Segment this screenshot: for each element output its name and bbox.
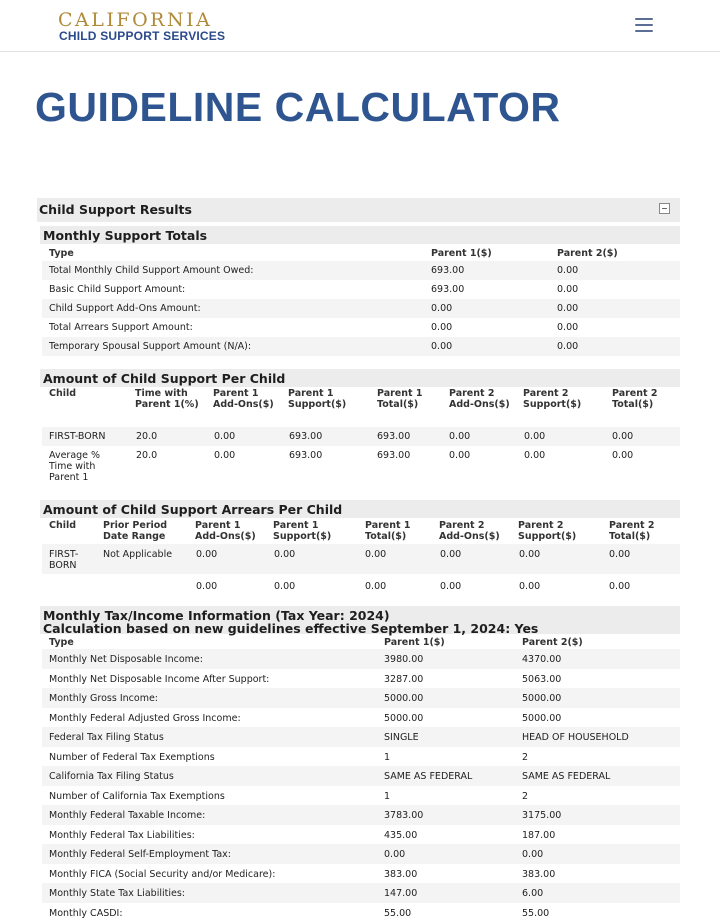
row-p1: 3783.00 — [384, 810, 424, 821]
row-p1: SAME AS FEDERAL — [384, 771, 473, 782]
row-p2: 2 — [522, 790, 529, 802]
col-p2-addons: Parent 2 Add-Ons($) — [439, 520, 500, 542]
child-support-results-panel — [37, 198, 680, 919]
row-type: Monthly Federal Tax Liabilities: — [49, 829, 195, 841]
row-p1-support: 693.00 — [289, 450, 323, 461]
col-p2-total: Parent 2 Total($) — [609, 520, 655, 542]
row-p2: HEAD OF HOUSEHOLD — [522, 732, 629, 743]
row-type: Monthly CASDI: — [49, 907, 123, 919]
row-type: Monthly Federal Taxable Income: — [49, 810, 206, 821]
col-p2-support: Parent 2 Support($) — [518, 520, 577, 542]
row-p2: 5063.00 — [522, 673, 562, 685]
row-p1-addons: 0.00 — [196, 549, 218, 560]
row-p2-addons: 0.00 — [449, 431, 471, 442]
row-p1-support: 0.00 — [274, 549, 296, 560]
tax-title: Monthly Tax/Income Information (Tax Year: 2024) — [43, 608, 390, 623]
row-p2: 4370.00 — [522, 654, 562, 665]
row-p1: 435.00 — [384, 829, 418, 841]
row-p2-addons: 0.00 — [449, 450, 471, 461]
results-header — [37, 198, 680, 222]
col-p1-support: Parent 1 Support($) — [288, 388, 347, 410]
row-type: Monthly Federal Adjusted Gross Income: — [49, 712, 241, 724]
row-p2: 0.00 — [557, 284, 579, 295]
tax-subtitle: Calculation based on new guidelines effective September 1, 2024: Yes — [43, 621, 539, 636]
logo-california[interactable]: CALIFORNIA — [58, 9, 213, 31]
row-p2: 383.00 — [522, 868, 556, 880]
row-p1-support: 0.00 — [274, 581, 296, 592]
row-type: Monthly State Tax Liabilities: — [49, 888, 185, 899]
row-type: Monthly Net Disposable Income: — [49, 654, 203, 665]
row-type: Total Monthly Child Support Amount Owed: — [49, 265, 254, 276]
row-p2: 0.00 — [522, 849, 544, 860]
row-p2: 5000.00 — [522, 693, 562, 704]
row-p1: 147.00 — [384, 888, 418, 899]
row-p1: 5000.00 — [384, 712, 424, 724]
row-child: FIRST-BORN — [49, 549, 79, 571]
row-range: Not Applicable — [103, 549, 173, 560]
row-time: 20.0 — [136, 431, 158, 442]
row-p1: 0.00 — [431, 322, 453, 333]
row-p2: 0.00 — [557, 303, 579, 314]
row-p1-total: 0.00 — [365, 581, 387, 592]
row-time: 20.0 — [136, 450, 158, 461]
row-p2: 0.00 — [557, 341, 579, 352]
row-p2: 6.00 — [522, 888, 544, 899]
row-p2: 187.00 — [522, 829, 556, 841]
row-p2-support: 0.00 — [524, 450, 546, 461]
col-p2-support: Parent 2 Support($) — [523, 388, 582, 410]
row-p1-total: 693.00 — [377, 450, 411, 461]
row-p2-addons: 0.00 — [440, 581, 462, 592]
row-p2-support: 0.00 — [524, 431, 546, 442]
col-child: Child — [49, 520, 77, 531]
row-p1: 1 — [384, 790, 391, 802]
row-type: Total Arrears Support Amount: — [49, 322, 193, 333]
col-parent1: Parent 1($) — [384, 637, 445, 648]
row-p1: 693.00 — [431, 284, 465, 295]
col-parent2: Parent 2($) — [557, 248, 618, 259]
row-p2-support: 0.00 — [519, 549, 541, 560]
row-p1: 3980.00 — [384, 654, 424, 665]
col-p1-addons: Parent 1 Add-Ons($) — [195, 520, 256, 542]
col-p1-total: Parent 1 Total($) — [377, 388, 423, 410]
row-p1: 0.00 — [384, 849, 406, 860]
row-p1: 5000.00 — [384, 693, 424, 704]
arrears-title: Amount of Child Support Arrears Per Child — [43, 502, 343, 517]
col-p1-total: Parent 1 Total($) — [365, 520, 411, 542]
collapse-icon[interactable] — [659, 203, 670, 214]
row-type: Monthly FICA (Social Security and/or Medicare): — [49, 868, 276, 880]
row-p1: 3287.00 — [384, 673, 424, 685]
row-p1-total: 0.00 — [365, 549, 387, 560]
page-title: GUIDELINE CALCULATOR — [35, 84, 561, 130]
col-p2-addons: Parent 2 Add-Ons($) — [449, 388, 510, 410]
row-child: Average % Time with Parent 1 — [49, 450, 101, 483]
row-p1-addons: 0.00 — [214, 431, 236, 442]
row-type: Monthly Gross Income: — [49, 693, 159, 704]
row-p2-total: 0.00 — [612, 431, 634, 442]
row-type: California Tax Filing Status — [49, 771, 174, 782]
col-p2-total: Parent 2 Total($) — [612, 388, 658, 410]
row-type: Temporary Spousal Support Amount (N/A): — [49, 341, 252, 352]
row-type: Number of California Tax Exemptions — [49, 790, 225, 802]
row-p1: 55.00 — [384, 907, 412, 919]
row-p1: 0.00 — [431, 303, 453, 314]
col-parent1: Parent 1($) — [431, 248, 492, 259]
col-p1-addons: Parent 1 Add-Ons($) — [213, 388, 274, 410]
row-p2-total: 0.00 — [612, 450, 634, 461]
row-type: Monthly Net Disposable Income After Support: — [49, 673, 270, 685]
logo-child-support-services[interactable]: CHILD SUPPORT SERVICES — [59, 29, 226, 43]
row-type: Federal Tax Filing Status — [49, 732, 164, 743]
results-title: Child Support Results — [39, 202, 192, 217]
col-child: Child — [49, 388, 77, 399]
col-range: Prior Period Date Range — [103, 520, 168, 542]
row-p2-addons: 0.00 — [440, 549, 462, 560]
row-type: Child Support Add-Ons Amount: — [49, 303, 201, 314]
row-p1: 693.00 — [431, 265, 465, 276]
row-p2: SAME AS FEDERAL — [522, 771, 611, 782]
row-p2: 2 — [522, 751, 529, 763]
row-p1-total: 693.00 — [377, 431, 411, 442]
col-parent2: Parent 2($) — [522, 637, 583, 648]
per-child-title: Amount of Child Support Per Child — [43, 371, 286, 386]
row-p1: 0.00 — [431, 341, 453, 352]
row-p2: 5000.00 — [522, 712, 562, 724]
hamburger-menu-icon[interactable] — [635, 17, 653, 33]
col-type: Type — [49, 248, 74, 259]
row-p1: 383.00 — [384, 868, 418, 880]
row-p1: SINGLE — [384, 732, 419, 743]
row-p2-total: 0.00 — [609, 581, 631, 592]
col-time: Time with Parent 1(%) — [135, 388, 199, 410]
row-type: Basic Child Support Amount: — [49, 284, 186, 295]
row-type: Number of Federal Tax Exemptions — [49, 751, 215, 763]
row-p2: 3175.00 — [522, 810, 562, 821]
col-p1-support: Parent 1 Support($) — [273, 520, 332, 542]
row-child: FIRST-BORN — [49, 431, 106, 442]
site-header — [0, 0, 720, 52]
row-p1-addons: 0.00 — [196, 581, 218, 592]
col-type: Type — [49, 637, 74, 648]
row-type: Monthly Federal Self-Employment Tax: — [49, 849, 231, 860]
row-p1: 1 — [384, 751, 391, 763]
row-p2: 0.00 — [557, 322, 579, 333]
row-p2-total: 0.00 — [609, 549, 631, 560]
row-p2-support: 0.00 — [519, 581, 541, 592]
row-p2: 55.00 — [522, 907, 550, 919]
row-p2: 0.00 — [557, 265, 579, 276]
row-p1-support: 693.00 — [289, 431, 323, 442]
row-p1-addons: 0.00 — [214, 450, 236, 461]
monthly-totals-title: Monthly Support Totals — [43, 228, 208, 243]
